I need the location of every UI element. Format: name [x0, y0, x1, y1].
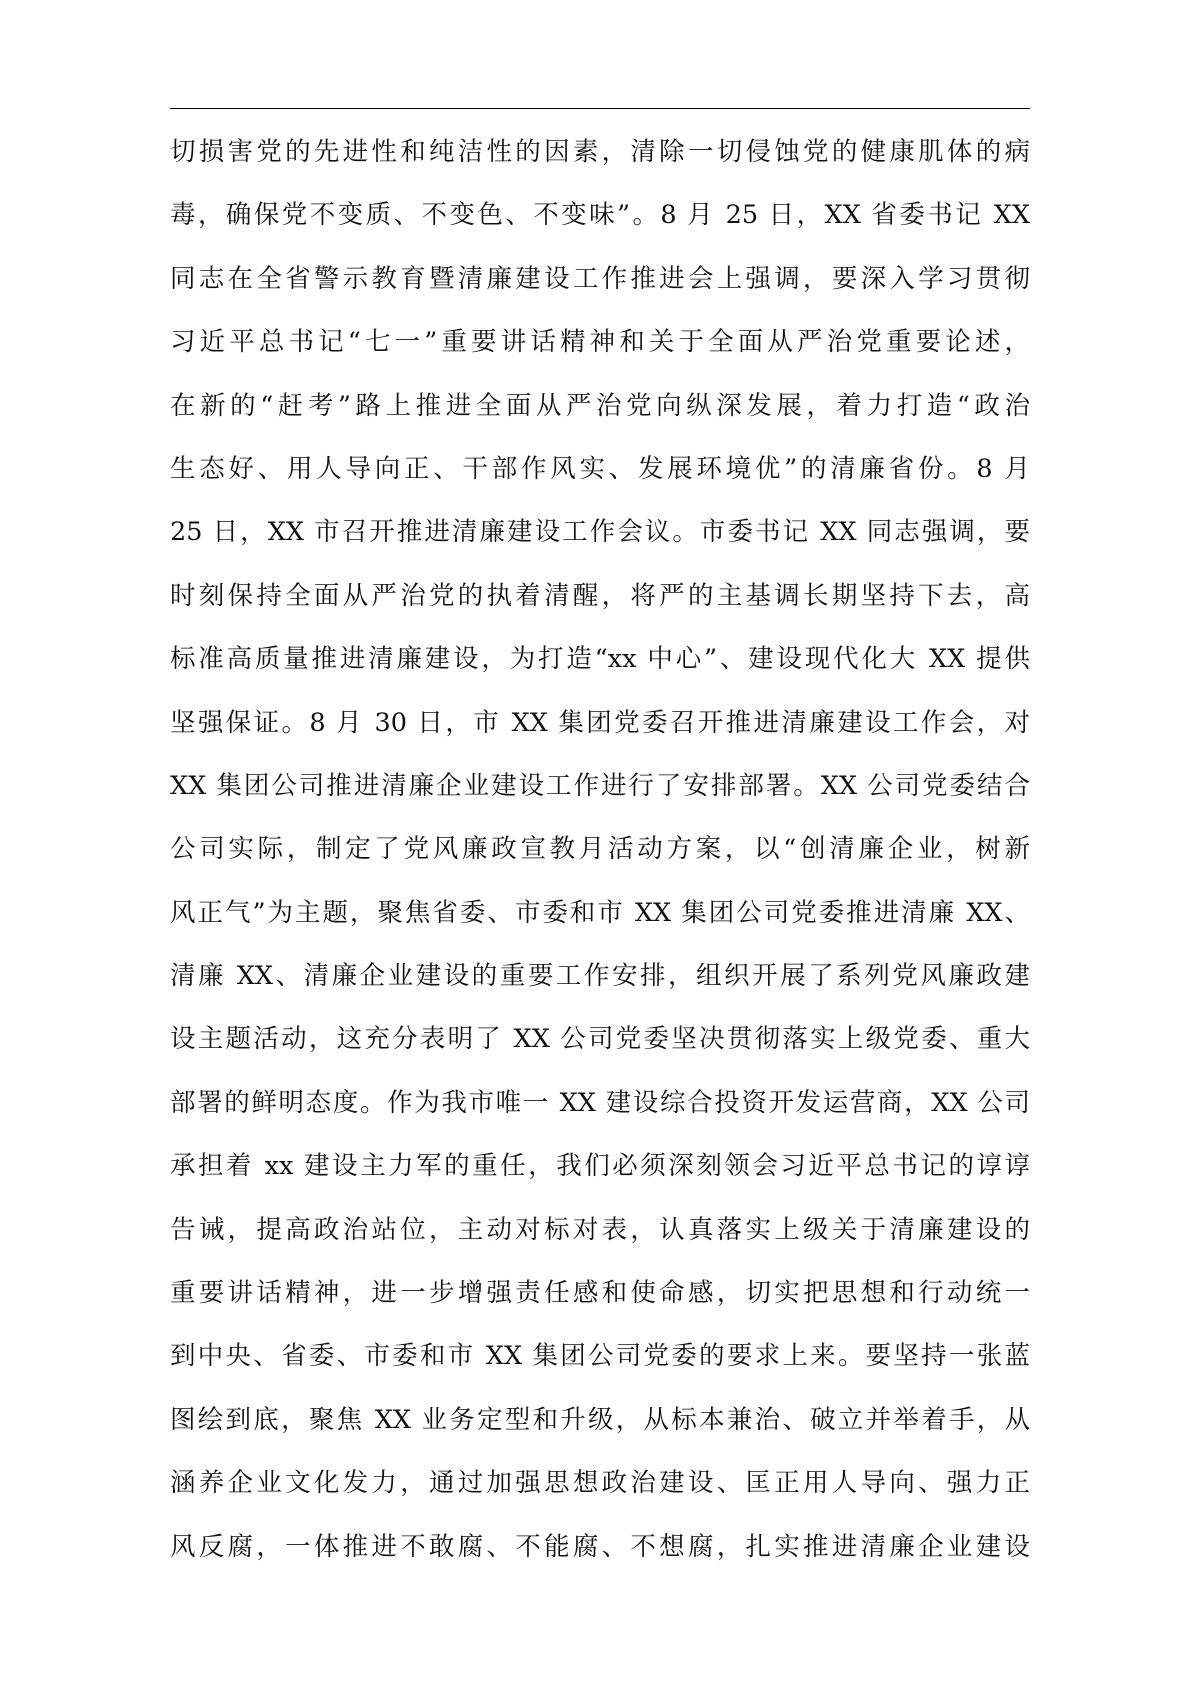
text-line: 习近平总书记“七一”重要讲话精神和关于全面从严治党重要论述， [170, 327, 1030, 358]
text-line: 同志在全省警示教育暨清廉建设工作推进会上强调，要深入学习贯彻 [170, 263, 1030, 294]
text-line: 风反腐，一体推进不敢腐、不能腐、不想腐，扎实推进清廉企业建设 [170, 1531, 1030, 1562]
text-line: 25 日，XX 市召开推进清廉建设工作会议。市委书记 XX 同志强调，要 [170, 517, 1030, 548]
text-line: 在新的“赶考”路上推进全面从严治党向纵深发展，着力打造“政治 [170, 390, 1030, 421]
text-line: 公司实际，制定了党风廉政宣教月活动方案，以“创清廉企业，树新 [170, 834, 1030, 865]
text-line: 切损害党的先进性和纯洁性的因素，清除一切侵蚀党的健康肌体的病 [170, 137, 1030, 167]
text-line: 告诫，提高政治站位，主动对标对表，认真落实上级关于清廉建设的 [170, 1214, 1030, 1245]
text-line: 标准高质量推进清廉建设，为打造“xx 中心”、建设现代化大 XX 提供 [170, 644, 1030, 675]
text-line: 部署的鲜明态度。作为我市唯一 XX 建设综合投资开发运营商，XX 公司 [170, 1087, 1030, 1118]
body-text [170, 126, 1030, 1584]
text-line: XX 集团公司推进清廉企业建设工作进行了安排部署。XX 公司党委结合 [170, 770, 1030, 801]
text-line: 图绘到底，聚焦 XX 业务定型和升级，从标本兼治、破立并举着手，从 [170, 1404, 1030, 1435]
text-line: 到中央、省委、市委和市 XX 集团公司党委的要求上来。要坚持一张蓝 [170, 1341, 1030, 1372]
text-line: 风正气”为主题，聚焦省委、市委和市 XX 集团公司党委推进清廉 XX、 [170, 897, 1030, 928]
text-line: 生态好、用人导向正、干部作风实、发展环境优”的清廉省份。8 月 [170, 453, 1030, 484]
text-line: 时刻保持全面从严治党的执着清醒，将严的主基调长期坚持下去，高 [170, 580, 1030, 611]
text-line: 涵养企业文化发力，通过加强思想政治建设、匡正用人导向、强力正 [170, 1468, 1030, 1499]
text-line: 承担着 xx 建设主力军的重任，我们必须深刻领会习近平总书记的谆谆 [170, 1151, 1030, 1182]
text-line: 设主题活动，这充分表明了 XX 公司党委坚决贯彻落实上级党委、重大 [170, 1024, 1030, 1055]
text-line: 重要讲话精神，进一步增强责任感和使命感，切实把思想和行动统一 [170, 1278, 1030, 1309]
text-line: 坚强保证。8 月 30 日，市 XX 集团党委召开推进清廉建设工作会，对 [170, 707, 1030, 738]
text-line: 毒，确保党不变质、不变色、不变味”。8 月 25 日，XX 省委书记 XX [170, 200, 1030, 231]
header-rule [170, 108, 1030, 109]
text-line: 清廉 XX、清廉企业建设的重要工作安排，组织开展了系列党风廉政建 [170, 961, 1030, 992]
